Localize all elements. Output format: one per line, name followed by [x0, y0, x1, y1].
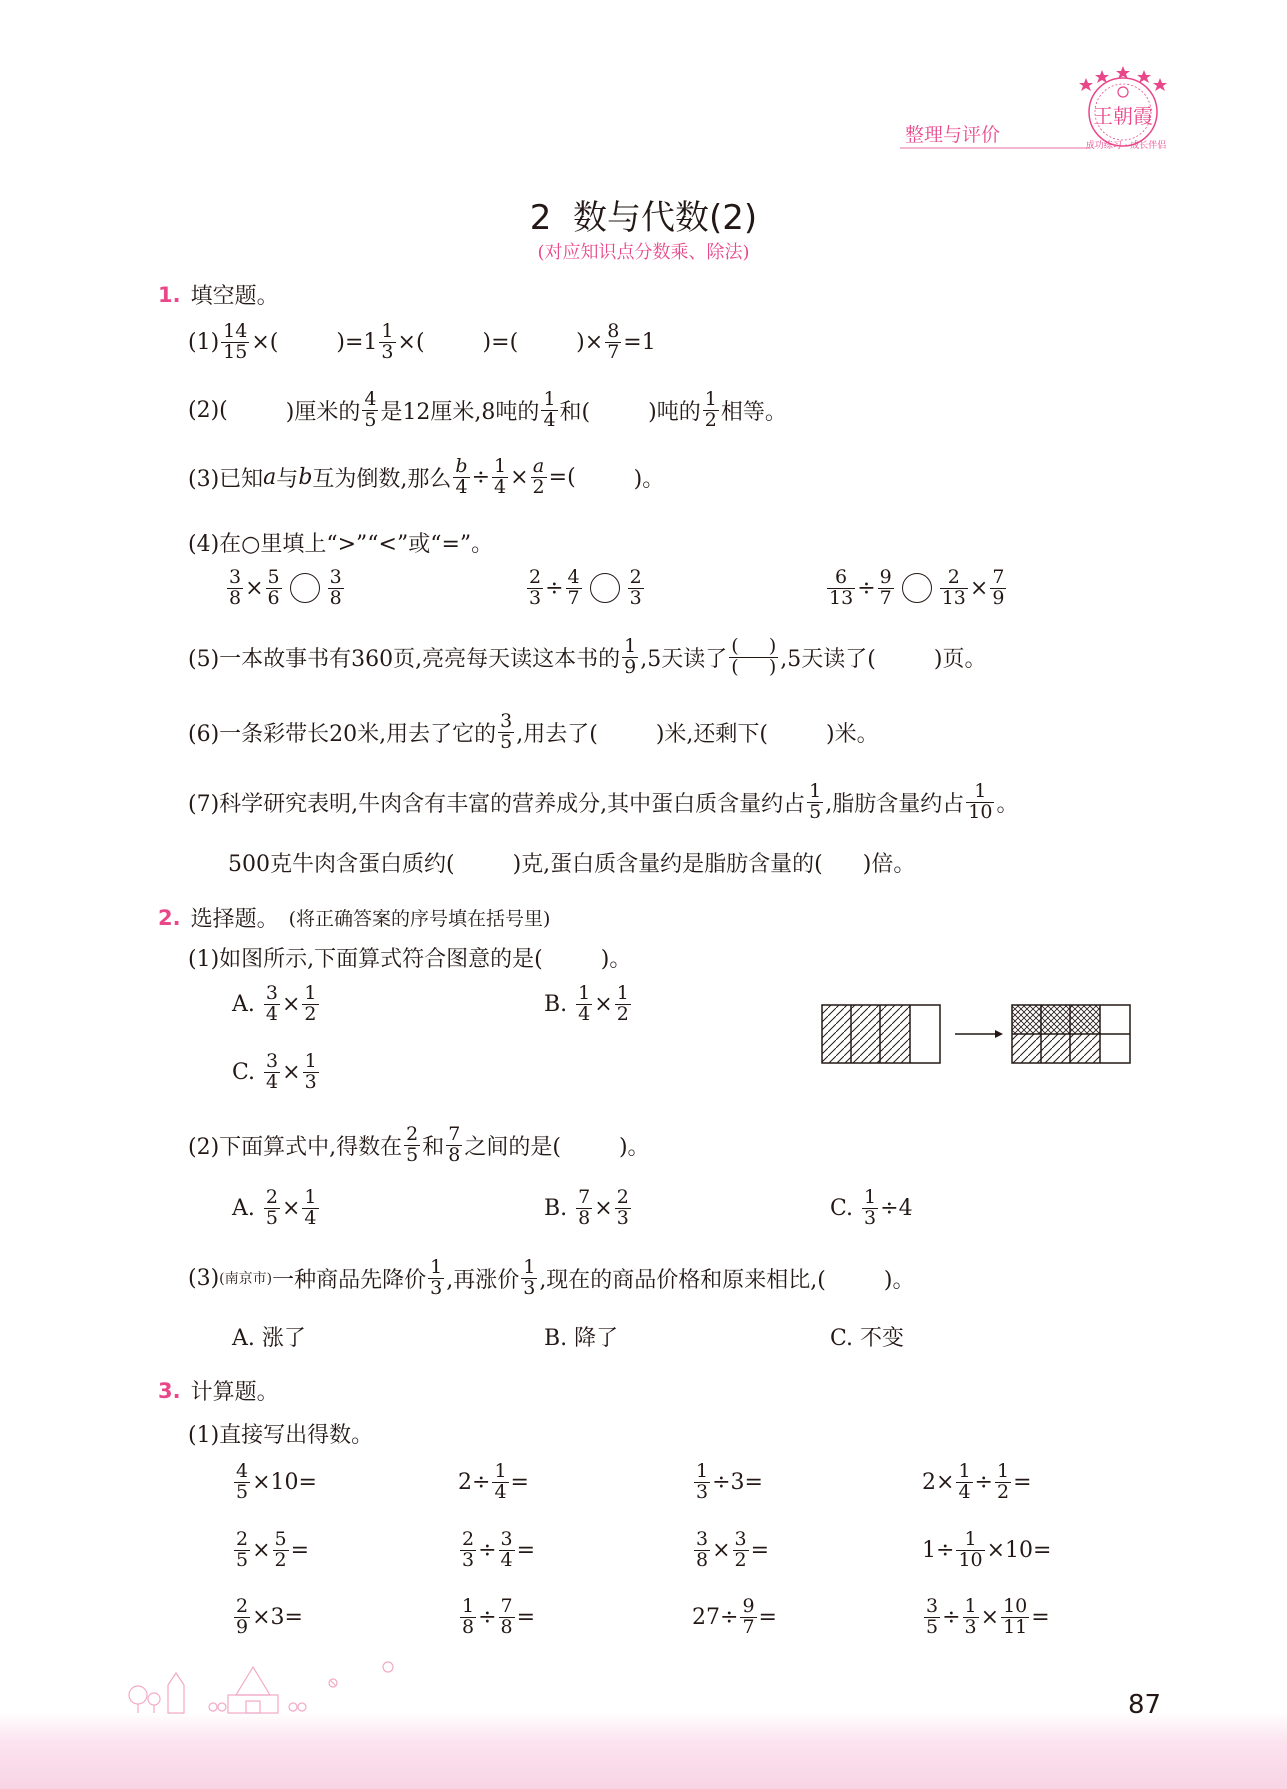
option-a[interactable]: A. 涨了 [232, 1326, 306, 1351]
page-number: 87 [1128, 1690, 1162, 1720]
fraction: $\frac{8}{7}$ [607, 320, 620, 363]
option-c[interactable]: C. 不变 [830, 1326, 905, 1351]
calc-item: $\frac{2}{3}$ ÷ $\frac{3}{4}$ = [462, 1528, 536, 1571]
q1-part3: (3)已知 a 与 b 互为倒数,那么 $\frac{b}{4}$ ÷ $\frac{1}{4}$ × $\frac{a}{2}$ =( )。 [188, 455, 665, 498]
castle-illustration [118, 1655, 408, 1719]
q2-heading: 2. 选择题。 (将正确答案的序号填在括号里) [158, 905, 551, 932]
compare-row: $\frac{6}{13}$ ÷ $\frac{9}{7}$ $\frac{2}{13}$ × $\frac{7}{9}$ [829, 566, 1005, 609]
q1-part7: (7)科学研究表明,牛肉含有丰富的营养成分,其中蛋白质含量约占 $\frac{1}{5}$ ,脂肪含量约占 $\frac{1}{10}$ 。 [188, 780, 1019, 823]
q2-part2: (2)下面算式中,得数在 $\frac{2}{5}$ 和 $\frac{7}{8}$ 之间的是( )。 [188, 1123, 650, 1166]
calc-item: 2÷ $\frac{1}{4}$ = [458, 1460, 529, 1503]
option-c[interactable]: C. $\frac{1}{3}$ ÷4 [830, 1186, 913, 1229]
calc-item: $\frac{3}{8}$ × $\frac{3}{2}$ = [696, 1528, 770, 1571]
fraction-diagram [820, 1000, 1140, 1074]
option-a[interactable]: A. $\frac{3}{4}$ × $\frac{1}{2}$ [232, 982, 317, 1025]
calc-item: $\frac{2}{9}$ ×3= [236, 1595, 303, 1638]
calc-item: 1÷ $\frac{1}{10}$ ×10= [922, 1528, 1052, 1571]
calc-item: $\frac{1}{8}$ ÷ $\frac{7}{8}$ = [462, 1595, 536, 1638]
q3-part1: (1)直接写出得数。 [188, 1423, 374, 1448]
q3-heading: 3. 计算题。 [158, 1378, 279, 1405]
calc-item: 2× $\frac{1}{4}$ ÷ $\frac{1}{2}$ = [922, 1460, 1032, 1503]
footer-band [0, 1712, 1287, 1789]
compare-row: $\frac{3}{8}$ × $\frac{5}{6}$ $\frac{3}{8}$ [229, 566, 342, 609]
calc-item: 27÷ $\frac{9}{7}$ = [692, 1595, 777, 1638]
option-b[interactable]: B. 降了 [544, 1326, 619, 1351]
section-tag: 整理与评价 [905, 124, 1001, 146]
page-title: 2 数与代数(2) [529, 198, 758, 238]
q1-part4: (4)在○里填上“>”“<”或“=”。 [188, 532, 494, 557]
q1-part2: (2)( )厘米的 $\frac{4}{5}$ 是12厘米,8吨的 $\frac{1}{4}$ 和( )吨的 $\frac{1}{2}$ 相等。 [188, 388, 787, 431]
fraction: $\frac{14}{15}$ [223, 320, 248, 363]
compare-circle[interactable] [290, 573, 320, 603]
q1-heading: 1. 填空题。 [158, 282, 279, 309]
option-a[interactable]: A. $\frac{2}{5}$ × $\frac{1}{4}$ [232, 1186, 317, 1229]
q2-part1: (1)如图所示,下面算式符合图意的是( )。 [188, 947, 632, 972]
calc-item: $\frac{4}{5}$ ×10= [236, 1460, 317, 1503]
compare-circle[interactable] [902, 573, 932, 603]
brand-logo: 王朝霞 成功练习 · 成长伴侣 [1068, 62, 1178, 157]
q1-part7-cont: 500克牛肉含蛋白质约( )克,蛋白质含量约是脂肪含量的( )倍。 [228, 852, 916, 877]
q2-part3: (3) (南京市) 一种商品先降价 $\frac{1}{3}$ ,再涨价 $\frac{1}{3}$ ,现在的商品价格和原来相比,( )。 [188, 1256, 915, 1299]
compare-row: $\frac{2}{3}$ ÷ $\frac{4}{7}$ $\frac{2}{3}$ [529, 566, 642, 609]
calc-item: $\frac{1}{3}$ ÷3= [696, 1460, 763, 1503]
header-underline [900, 147, 1090, 149]
page-subtitle: (对应知识点分数乘、除法) [537, 242, 750, 263]
calc-item: $\frac{2}{5}$ × $\frac{5}{2}$ = [236, 1528, 310, 1571]
q1-part6: (6)一条彩带长20米,用去了它的 $\frac{3}{5}$ ,用去了( )米,还剩下( )米。 [188, 710, 879, 753]
fraction: $\frac{1}{3}$ [381, 320, 394, 363]
option-c[interactable]: C. $\frac{3}{4}$ × $\frac{1}{3}$ [232, 1050, 317, 1093]
compare-circle[interactable] [590, 573, 620, 603]
calc-item: $\frac{3}{5}$ ÷ $\frac{1}{3}$ × $\frac{10}{11}$ = [926, 1595, 1050, 1638]
q1-part5: (5)一本故事书有360页,亮亮每天读这本书的 $\frac{1}{9}$ ,5天读了 $\frac{( )}{( )}$ ,5天读了( )页。 [188, 635, 987, 678]
option-b[interactable]: B. $\frac{7}{8}$ × $\frac{2}{3}$ [544, 1186, 629, 1229]
option-b[interactable]: B. $\frac{1}{4}$ × $\frac{1}{2}$ [544, 982, 629, 1025]
q1-part1: (1) $\frac{14}{15}$ ×( ) =1 $\frac{1}{3}$ ×( )=( )× $\frac{8}{7}$ =1 [188, 320, 656, 363]
